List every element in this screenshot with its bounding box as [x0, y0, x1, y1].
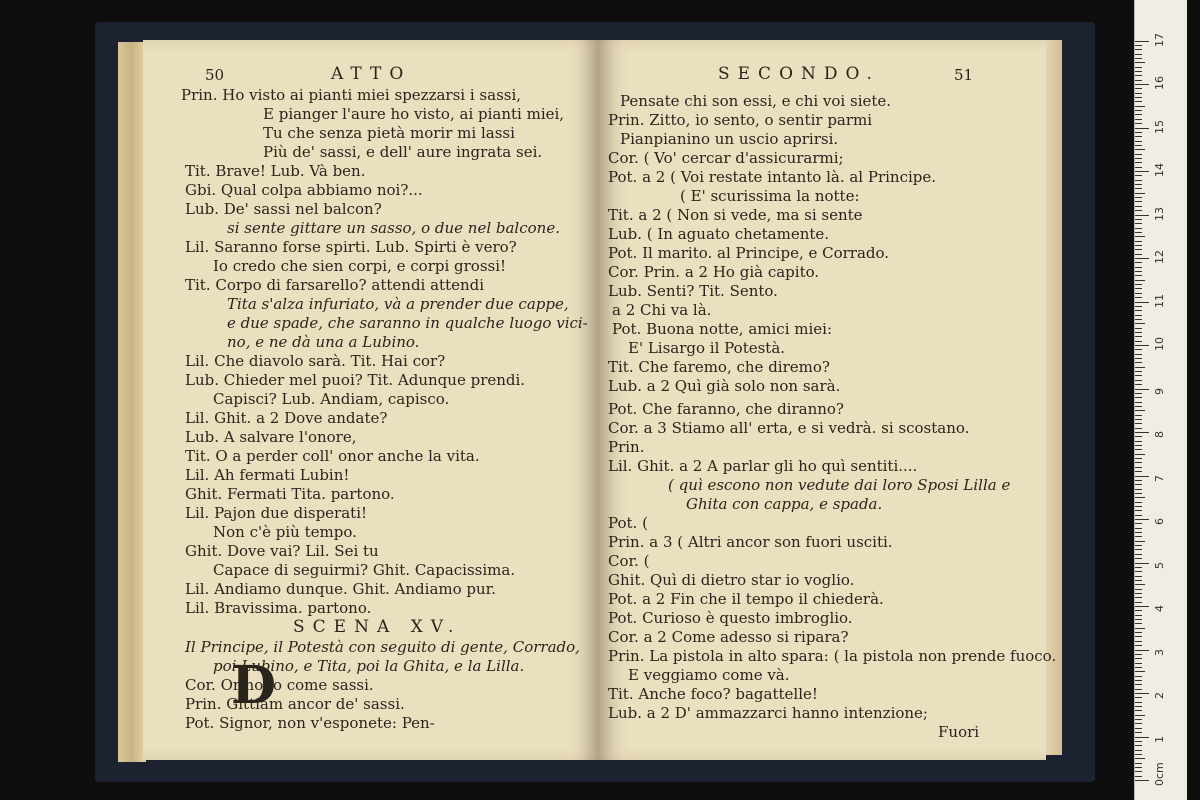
- ruler-tick: [1135, 384, 1142, 385]
- ruler-tick: [1135, 206, 1142, 207]
- ruler-tick: [1135, 750, 1142, 751]
- ruler-tick: [1135, 345, 1149, 346]
- stage-direction: poi Lubino, e Tita, poi la Ghita, e la Lilla.: [213, 657, 525, 675]
- ruler-tick: [1135, 432, 1149, 433]
- ruler-tick: [1135, 328, 1142, 329]
- text-line: Lil. Che diavolo sarà. Tit. Hai cor?: [185, 352, 446, 370]
- ruler-tick: [1135, 349, 1142, 350]
- text-line: Prin. Zitto, io sento, o sentir parmi: [608, 111, 873, 129]
- text-line: Tit. Corpo di farsarello? attendi attendi: [185, 276, 485, 294]
- ruler-label: 17: [1153, 32, 1166, 47]
- ruler-tick: [1135, 254, 1142, 255]
- ruler-label: 13: [1153, 206, 1166, 221]
- ruler-tick: [1135, 754, 1142, 755]
- text-line: Io credo che sien corpi, e corpi grossi!: [213, 257, 507, 275]
- ruler-tick: [1135, 510, 1142, 511]
- ruler-tick: [1135, 506, 1142, 507]
- text-line: Lub. De' sassi nel balcon?: [185, 200, 382, 218]
- ruler-tick: [1135, 684, 1142, 685]
- right-page: [598, 40, 1057, 760]
- ruler-tick: [1135, 563, 1149, 564]
- ruler-tick: [1135, 258, 1149, 259]
- ruler-tick: [1135, 458, 1142, 459]
- stage-direction: si sente gittare un sasso, o due nel balcone.: [227, 219, 560, 237]
- ruler-tick: [1135, 576, 1142, 577]
- ruler-tick: [1135, 780, 1149, 781]
- ruler-tick: [1135, 650, 1149, 651]
- ruler-tick: [1135, 141, 1142, 142]
- text-line: Ghit. Fermati Tita. partono.: [185, 485, 395, 503]
- ruler-tick: [1135, 97, 1142, 98]
- ruler-tick: [1135, 236, 1145, 237]
- text-line: Lil. Bravissima. partono.: [185, 599, 372, 617]
- ruler-tick: [1135, 610, 1142, 611]
- ruler-tick: [1135, 389, 1149, 390]
- ruler-tick: [1135, 589, 1142, 590]
- ruler-tick: [1135, 658, 1142, 659]
- stage-direction: Il Principe, il Potestà con seguito di gente, Corrado,: [185, 638, 580, 656]
- ruler-tick: [1135, 75, 1142, 76]
- text-line: a 2 Chi va là.: [612, 301, 712, 319]
- ruler-label: 9: [1153, 387, 1166, 395]
- text-line: Tu che senza pietà morir mi lassi: [263, 124, 515, 142]
- ruler-tick: [1135, 380, 1142, 381]
- ruler-tick: [1135, 397, 1142, 398]
- ruler-tick: [1135, 280, 1145, 281]
- ruler-tick: [1135, 471, 1142, 472]
- ruler-tick: [1135, 710, 1142, 711]
- ruler-tick: [1135, 67, 1142, 68]
- ruler-tick: [1135, 737, 1149, 738]
- text-line: Lub. Senti? Tit. Sento.: [608, 282, 778, 300]
- text-line: Lub. a 2 D' ammazzarci hanno intenzione;: [608, 704, 928, 722]
- ruler-tick: [1135, 245, 1142, 246]
- text-line: E veggiamo come và.: [628, 666, 790, 684]
- text-line: Lub. Chieder mel puoi? Tit. Adunque prendi.: [185, 371, 526, 389]
- ruler-tick: [1135, 515, 1142, 516]
- ruler-tick: [1135, 628, 1145, 629]
- text-line: Pianpianino un uscio aprirsi.: [620, 130, 839, 148]
- ruler-tick: [1135, 62, 1145, 63]
- ruler-tick: [1135, 297, 1142, 298]
- ruler-tick: [1135, 689, 1142, 690]
- text-line: E' Lisargo il Potestà.: [628, 339, 786, 357]
- ruler-tick: [1135, 449, 1142, 450]
- text-line: Cor. a 2 Come adesso si ripara?: [608, 628, 849, 646]
- stage-direction: Ghita con cappa, e spada.: [686, 495, 883, 513]
- ruler-tick: [1135, 593, 1142, 594]
- ruler-tick: [1135, 671, 1145, 672]
- ruler-tick: [1135, 519, 1149, 520]
- text-line: Pensate chi son essi, e chi voi siete.: [620, 92, 892, 110]
- ruler-tick: [1135, 341, 1142, 342]
- ruler-label: 12: [1153, 250, 1166, 264]
- stage-direction: Tita s'alza infuriato, và a prender due cappe,: [227, 295, 569, 313]
- ruler-label: 8: [1153, 431, 1166, 438]
- ruler-tick: [1135, 362, 1142, 363]
- ruler-tick: [1135, 484, 1142, 485]
- ruler-tick: [1135, 54, 1142, 55]
- ruler-tick: [1135, 106, 1145, 107]
- ruler-tick: [1135, 145, 1142, 146]
- ruler-tick: [1135, 763, 1142, 764]
- ruler-label: 4: [1153, 605, 1166, 612]
- ruler-tick: [1135, 680, 1142, 681]
- ruler-tick: [1135, 480, 1142, 481]
- ruler-tick: [1135, 128, 1149, 129]
- page-edges-left: [118, 42, 146, 762]
- stage-direction: no, e ne dà una a Lubino.: [227, 333, 420, 351]
- ruler-tick: [1135, 271, 1142, 272]
- text-line: Prin. La pistola in alto spara: ( la pistola non prende fuoco.: [608, 647, 1057, 665]
- ruler-label: 5: [1153, 561, 1166, 569]
- text-line: Lub. ( In aguato chetamente.: [608, 225, 830, 243]
- ruler-tick: [1135, 149, 1145, 150]
- ruler-tick: [1135, 393, 1142, 394]
- text-line: Lil. Ghit. a 2 Dove andate?: [185, 409, 388, 427]
- ruler-label: 7: [1153, 474, 1166, 482]
- ruler-tick: [1135, 184, 1142, 185]
- ruler-label: 11: [1153, 293, 1166, 308]
- ruler-tick: [1135, 188, 1142, 189]
- scene-heading: SCENA XV.: [293, 617, 462, 637]
- ruler-tick: [1135, 367, 1145, 368]
- ruler-tick: [1135, 567, 1142, 568]
- ruler-tick: [1135, 602, 1142, 603]
- ruler-tick: [1135, 336, 1142, 337]
- ruler-tick: [1135, 584, 1145, 585]
- text-line: Ghit. Dove vai? Lil. Sei tu: [185, 542, 379, 560]
- text-line: Lil. Ghit. a 2 A parlar gli ho quì sentiti....: [608, 457, 918, 475]
- ruler-tick: [1135, 745, 1142, 746]
- ruler-tick: [1135, 419, 1142, 420]
- ruler-tick: [1135, 719, 1142, 720]
- ruler-tick: [1135, 697, 1142, 698]
- text-line: Cor. Ormono come sassi.: [185, 676, 374, 694]
- text-line: E pianger l'aure ho visto, ai pianti miei,: [263, 105, 565, 123]
- ruler-tick: [1135, 136, 1142, 137]
- ruler-tick: [1135, 132, 1142, 133]
- ruler-label: 6: [1153, 518, 1166, 525]
- ruler-tick: [1135, 623, 1142, 624]
- ruler-tick: [1135, 354, 1142, 355]
- catchword: Fuori: [938, 723, 980, 741]
- ruler-tick: [1135, 636, 1142, 637]
- ruler-tick: [1135, 667, 1142, 668]
- ruler-tick: [1135, 41, 1149, 42]
- ruler-tick: [1135, 71, 1142, 72]
- ruler-tick: [1135, 49, 1142, 50]
- text-line: Pot. (: [608, 514, 648, 532]
- ruler-tick: [1135, 210, 1142, 211]
- ruler-tick: [1135, 154, 1142, 155]
- ruler-tick: [1135, 558, 1142, 559]
- ruler-tick: [1135, 323, 1145, 324]
- ruler-tick: [1135, 545, 1142, 546]
- text-line: Lil. Saranno forse spirti. Lub. Spirti è vero?: [185, 238, 517, 256]
- ruler-tick: [1135, 358, 1142, 359]
- left-page: [143, 40, 598, 760]
- text-line: Pot. Il marito. al Principe, e Corrado.: [608, 244, 890, 262]
- text-line: Tit. Brave! Lub. Và ben.: [185, 162, 366, 180]
- ruler-tick: [1135, 410, 1145, 411]
- ruler-tick: [1135, 741, 1142, 742]
- ruler-tick: [1135, 715, 1145, 716]
- text-line: Non c'è più tempo.: [213, 523, 357, 541]
- text-line: Prin. a 3 ( Altri ancor son fuori usciti.: [608, 533, 893, 551]
- text-line: Pot. Che faranno, che diranno?: [608, 400, 844, 418]
- ruler-tick: [1135, 654, 1142, 655]
- ruler-tick: [1135, 197, 1142, 198]
- running-header-left: ATTO: [331, 64, 412, 84]
- ruler-tick: [1135, 536, 1142, 537]
- text-line: Più de' sassi, e dell' aure ingrata sei.: [263, 143, 543, 161]
- ruler-tick: [1135, 702, 1142, 703]
- ruler-tick: [1135, 645, 1142, 646]
- ruler-tick: [1135, 175, 1142, 176]
- text-line: Capisci? Lub. Andiam, capisco.: [213, 390, 450, 408]
- ruler-tick: [1135, 162, 1142, 163]
- stage-direction: ( quì escono non vedute dai loro Sposi Lilla e: [668, 476, 1011, 494]
- ruler-tick: [1135, 423, 1142, 424]
- ruler-tick: [1135, 497, 1145, 498]
- ruler-tick: [1135, 171, 1149, 172]
- text-line: Lub. a 2 Quì già solo non sarà.: [608, 377, 841, 395]
- text-line: Tit. a 2 ( Non si vede, ma si sente: [608, 206, 863, 224]
- ruler-label: 15: [1153, 119, 1166, 134]
- ruler-tick: [1135, 632, 1142, 633]
- ruler-tick: [1135, 523, 1142, 524]
- ruler-tick: [1135, 441, 1142, 442]
- text-line: Lil. Pajon due disperati!: [185, 504, 368, 522]
- ruler-tick: [1135, 158, 1142, 159]
- ruler-tick: [1135, 241, 1142, 242]
- ruler-tick: [1135, 201, 1142, 202]
- text-line: Pot. Signor, non v'esponete: Pen-: [185, 714, 435, 732]
- ruler-tick: [1135, 663, 1142, 664]
- ruler-tick: [1135, 228, 1142, 229]
- ruler-tick: [1135, 84, 1149, 85]
- ruler-tick: [1135, 319, 1142, 320]
- ruler-tick: [1135, 693, 1149, 694]
- text-line: Gbi. Qual colpa abbiamo noi?...: [185, 181, 423, 199]
- ruler-tick: [1135, 728, 1142, 729]
- text-line: Pot. Curioso è questo imbroglio.: [608, 609, 853, 627]
- ruler-tick: [1135, 489, 1142, 490]
- ruler-tick: [1135, 676, 1142, 677]
- ruler-tick: [1135, 532, 1142, 533]
- text-line: Pot. Buona notte, amici miei:: [612, 320, 833, 338]
- ruler-tick: [1135, 493, 1142, 494]
- ruler-tick: [1135, 123, 1142, 124]
- ruler-tick: [1135, 223, 1142, 224]
- ruler-tick: [1135, 476, 1149, 477]
- page-number-left: 50: [205, 66, 225, 84]
- ruler-tick: [1135, 375, 1142, 376]
- text-line: Lil. Ah fermati Lubin!: [185, 466, 350, 484]
- ruler-tick: [1135, 93, 1142, 94]
- ruler-tick: [1135, 758, 1145, 759]
- ruler-tick: [1135, 315, 1142, 316]
- ruler-tick: [1135, 436, 1142, 437]
- ruler-tick: [1135, 554, 1142, 555]
- text-line: Cor. ( Vo' cercar d'assicurarmi;: [608, 149, 844, 167]
- ruler-tick: [1135, 445, 1142, 446]
- page-number-right: 51: [954, 66, 974, 84]
- text-line: Tit. Che faremo, che diremo?: [608, 358, 830, 376]
- ruler-tick: [1135, 641, 1142, 642]
- ruler-tick: [1135, 310, 1142, 311]
- ruler-label: 3: [1153, 648, 1166, 656]
- ruler-tick: [1135, 767, 1142, 768]
- ruler-tick: [1135, 232, 1142, 233]
- text-line: Lil. Andiamo dunque. Ghit. Andiamo pur.: [185, 580, 496, 598]
- text-line: Cor. Prin. a 2 Ho già capito.: [608, 263, 820, 281]
- ruler-tick: [1135, 180, 1142, 181]
- ruler-tick: [1135, 597, 1142, 598]
- ruler-tick: [1135, 284, 1142, 285]
- ruler-tick: [1135, 776, 1142, 777]
- ruler-tick: [1135, 415, 1142, 416]
- ruler-label: 0cm: [1153, 762, 1166, 786]
- text-line: Capace di seguirmi? Ghit. Capacissima.: [213, 561, 516, 579]
- ruler-tick: [1135, 606, 1149, 607]
- ruler-tick: [1135, 267, 1142, 268]
- ruler-tick: [1135, 58, 1142, 59]
- ruler-tick: [1135, 615, 1142, 616]
- ruler-tick: [1135, 249, 1142, 250]
- ruler-tick: [1135, 541, 1145, 542]
- ruler-label: 10: [1153, 337, 1166, 351]
- ruler-tick: [1135, 771, 1142, 772]
- text-line: Prin. Gittiam ancor de' sassi.: [185, 695, 405, 713]
- ruler-tick: [1135, 293, 1142, 294]
- ruler-tick: [1135, 119, 1142, 120]
- ruler-tick: [1135, 219, 1142, 220]
- ruler-tick: [1135, 454, 1145, 455]
- ruler-tick: [1135, 45, 1142, 46]
- drop-cap: D: [231, 655, 277, 716]
- ruler-tick: [1135, 332, 1142, 333]
- ruler-tick: [1135, 371, 1142, 372]
- ruler-label: 2: [1153, 692, 1166, 699]
- ruler-tick: [1135, 80, 1142, 81]
- text-line: Cor. (: [608, 552, 650, 570]
- measurement-ruler: [1134, 0, 1187, 800]
- ruler-tick: [1135, 193, 1145, 194]
- ruler-tick: [1135, 528, 1142, 529]
- ruler-tick: [1135, 732, 1142, 733]
- ruler-tick: [1135, 167, 1142, 168]
- ruler-tick: [1135, 706, 1142, 707]
- ruler-tick: [1135, 306, 1142, 307]
- text-line: ( E' scurissima la notte:: [680, 187, 860, 205]
- ruler-tick: [1135, 88, 1142, 89]
- ruler-tick: [1135, 406, 1142, 407]
- ruler-label: 14: [1153, 163, 1166, 177]
- text-line: Tit. O a perder coll' onor anche la vita.: [185, 447, 480, 465]
- stage-direction: e due spade, che saranno in qualche luogo vici-: [227, 314, 588, 332]
- ruler-tick: [1135, 402, 1142, 403]
- running-header-right: SECONDO.: [718, 64, 880, 84]
- ruler-tick: [1135, 275, 1142, 276]
- ruler-tick: [1135, 262, 1142, 263]
- ruler-tick: [1135, 110, 1142, 111]
- text-line: Cor. a 3 Stiamo all' erta, e si vedrà. si scostano.: [608, 419, 970, 437]
- ruler-tick: [1135, 288, 1142, 289]
- ruler-tick: [1135, 580, 1142, 581]
- text-line: Ghit. Quì di dietro star io voglio.: [608, 571, 855, 589]
- ruler-tick: [1135, 101, 1142, 102]
- ruler-label: 16: [1153, 76, 1166, 90]
- text-line: Pot. a 2 ( Voi restate intanto là. al Principe.: [608, 168, 937, 186]
- ruler-tick: [1135, 723, 1142, 724]
- ruler-label: 1: [1153, 735, 1166, 743]
- text-line: Lub. A salvare l'onore,: [185, 428, 357, 446]
- text-line: Tit. Anche foco? bagattelle!: [608, 685, 818, 703]
- ruler-tick: [1135, 462, 1142, 463]
- ruler-tick: [1135, 467, 1142, 468]
- ruler-tick: [1135, 114, 1142, 115]
- ruler-tick: [1135, 549, 1142, 550]
- text-line: Prin.: [608, 438, 645, 456]
- ruler-tick: [1135, 302, 1149, 303]
- text-line: Prin. Ho visto ai pianti miei spezzarsi i sassi,: [181, 86, 522, 104]
- ruler-tick: [1135, 428, 1142, 429]
- ruler-tick: [1135, 571, 1142, 572]
- text-line: Pot. a 2 Fin che il tempo il chiederà.: [608, 590, 884, 608]
- ruler-tick: [1135, 215, 1149, 216]
- ruler-tick: [1135, 619, 1142, 620]
- ruler-tick: [1135, 502, 1142, 503]
